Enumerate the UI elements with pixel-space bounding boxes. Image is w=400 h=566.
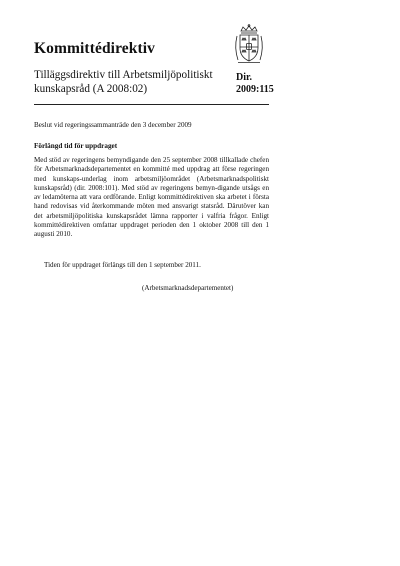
section-heading: Förlängd tid för uppdraget bbox=[34, 142, 118, 150]
directive-number: 2009:115 bbox=[236, 84, 274, 95]
directive-label: Dir. bbox=[236, 72, 253, 83]
document-type-title: Kommittédirektiv bbox=[34, 40, 155, 57]
swedish-coat-of-arms-icon bbox=[232, 24, 266, 64]
document-subtitle: Tilläggsdirektiv till Arbetsmiljöpolitiskt kunskapsråd (A 2008:02) bbox=[34, 69, 213, 95]
body-paragraph: Med stöd av regeringens bemyndigande den 25 september 2008 tillkallade chefen för Arbetsmarknadsdepartementet en kommitté med uppdrag att förse regeringen med kunskaps-underlag inom arbetsmiljöområdet (Arbetsmarknadspolitiskt kunskapsråd) (dir. 2008:101). Med stöd av regeringens bemyn-digande utsågs en av ledamöterna att vara ordförande. Enligt kommittédirektiven ska arbetet i första hand redovisas vid återkommande möten med ansvarigt statsråd. Därutöver kan det arbetsmiljöpolitiska kunskapsrådet lämna rapporter i valfria frågor. Enligt kommittédirektiven omfattar uppdraget perioden den 1 oktober 2008 till den 1 augusti 2010. bbox=[34, 156, 269, 239]
decision-line: Beslut vid regeringssammanträde den 3 december 2009 bbox=[34, 121, 192, 129]
extension-paragraph: Tiden för uppdraget förlängs till den 1 september 2011. bbox=[44, 261, 201, 269]
ministry-signature: (Arbetsmarknadsdepartementet) bbox=[142, 284, 234, 292]
header-divider bbox=[34, 104, 269, 105]
